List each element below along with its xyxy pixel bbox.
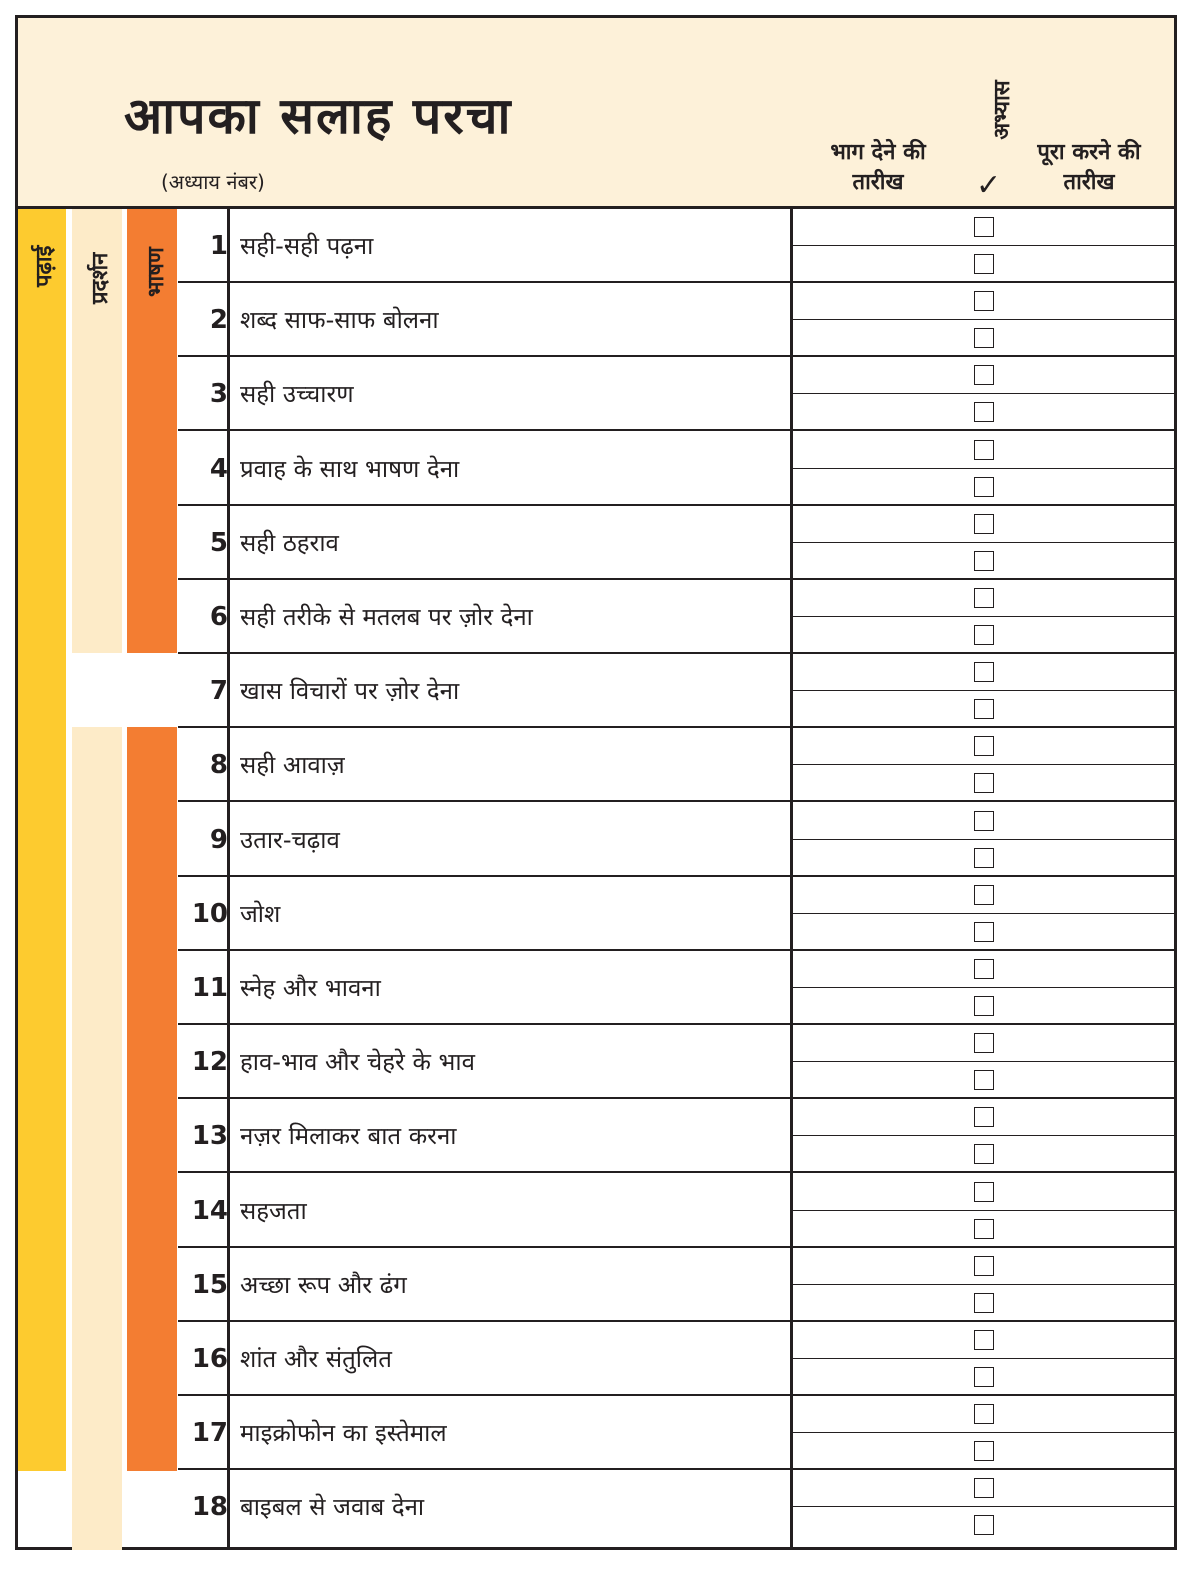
lesson-title: बाइबल से जवाब देना [240,1493,425,1522]
practice-checkbox-2[interactable] [974,254,994,274]
lesson-row [178,654,1174,728]
row-midline [793,690,1174,691]
band-talk-label: भाषण [144,247,169,297]
practice-checkbox-2[interactable] [974,848,994,868]
lesson-title: शांत और संतुलित [240,1345,392,1373]
practice-checkbox-2[interactable] [974,477,994,497]
lesson-row [178,877,1174,951]
lesson-row [178,1322,1174,1396]
counsel-form [15,15,1177,1550]
lesson-row [178,357,1174,431]
row-midline [793,987,1174,988]
row-midline [793,468,1174,469]
lesson-title: सहजता [240,1196,307,1225]
lesson-number: 7 [209,676,228,707]
lesson-row [178,1025,1174,1099]
practice-checkbox-2[interactable] [974,922,994,942]
practice-checkbox-1[interactable] [974,1478,994,1498]
practice-checkbox-1[interactable] [974,1182,994,1202]
practice-checkbox-1[interactable] [974,291,994,311]
assigned-date-heading: भाग देने की तारीख [830,140,926,195]
lesson-title: प्रवाह के साथ भाषण देना [240,454,460,483]
lesson-row [178,1099,1174,1173]
lesson-number: 2 [209,305,228,336]
band-talk [127,209,177,653]
row-midline [793,839,1174,840]
lesson-row [178,951,1174,1025]
band-reading [18,209,66,1471]
lesson-row [178,283,1174,357]
practice-checkbox-1[interactable] [974,736,994,756]
lesson-number: 5 [209,527,228,558]
practice-heading [986,80,1016,140]
band-reading-label: पढ़ाई [32,245,57,287]
band-talk-continued [127,727,177,1471]
lesson-number: 9 [209,824,228,855]
row-midline [793,913,1174,914]
lesson-row [178,1396,1174,1470]
lesson-title: अच्छा रूप और ढंग [240,1270,407,1299]
practice-checkbox-2[interactable] [974,773,994,793]
practice-checkbox-2[interactable] [974,1293,994,1313]
lesson-number: 16 [191,1344,228,1374]
practice-checkbox-1[interactable] [974,1256,994,1276]
practice-checkbox-1[interactable] [974,959,994,979]
row-midline [793,1210,1174,1211]
practice-checkbox-1[interactable] [974,514,994,534]
practice-checkbox-2[interactable] [974,996,994,1016]
lesson-number: 3 [209,379,228,410]
lesson-title: शब्द साफ-साफ बोलना [240,306,439,335]
lesson-number: 4 [209,453,228,484]
completed-date-heading: पूरा करने की तारीख [1037,140,1141,195]
lesson-row [178,803,1174,877]
band-demonstration [72,209,122,653]
practice-checkbox-2[interactable] [974,699,994,719]
row-midline [793,319,1174,320]
lesson-number: 18 [191,1492,228,1523]
practice-checkbox-1[interactable] [974,1033,994,1053]
lesson-number: 6 [209,602,228,632]
row-midline [793,1358,1174,1359]
lesson-number: 17 [191,1418,228,1449]
practice-checkbox-1[interactable] [974,1404,994,1424]
page-title: आपका सलाह परचा [124,87,513,145]
row-midline [793,542,1174,543]
practice-checkbox-1[interactable] [974,588,994,608]
practice-checkbox-1[interactable] [974,365,994,385]
practice-checkbox-1[interactable] [974,1330,994,1350]
lesson-title: माइक्रोफोन का इस्तेमाल [240,1419,447,1448]
lesson-title: सही-सही पढ़ना [240,232,374,260]
practice-checkbox-1[interactable] [974,440,994,460]
row-midline [793,393,1174,394]
lesson-title: जोश [240,899,281,928]
lesson-number: 8 [209,750,228,781]
lesson-title: हाव-भाव और चेहरे के भाव [240,1048,475,1077]
lesson-number: 15 [191,1269,228,1300]
practice-checkbox-1[interactable] [974,662,994,682]
lesson-row [178,580,1174,654]
lesson-title: सही उच्चारण [240,380,354,409]
lesson-row [178,209,1174,283]
lesson-number: 10 [191,898,228,929]
checkmark-icon: ✓ [976,168,1002,203]
practice-checkbox-1[interactable] [974,811,994,831]
row-midline [793,616,1174,617]
row-midline [793,1061,1174,1062]
lesson-title: उतार-चढ़ाव [240,825,340,854]
lesson-row [178,1470,1174,1544]
lesson-title: सही ठहराव [240,528,339,557]
lesson-title: सही तरीके से मतलब पर ज़ोर देना [240,603,533,631]
lesson-row [178,506,1174,580]
lesson-row [178,432,1174,506]
row-midline [793,764,1174,765]
chapter-number-label: (अध्याय नंबर) [161,170,265,194]
lesson-title: सही आवाज़ [240,751,345,780]
lesson-number: 12 [191,1047,228,1078]
lesson-number: 13 [191,1121,228,1152]
row-midline [793,1284,1174,1285]
practice-heading-text: अभ्यास [990,80,1015,140]
practice-checkbox-2[interactable] [974,1367,994,1387]
lesson-row [178,1174,1174,1248]
band-demonstration-label: प्रदर्शन [88,252,113,304]
lesson-title: नज़र मिलाकर बात करना [240,1122,457,1151]
practice-checkbox-1[interactable] [974,217,994,237]
practice-checkbox-2[interactable] [974,1144,994,1164]
practice-checkbox-2[interactable] [974,1515,994,1535]
practice-checkbox-2[interactable] [974,402,994,422]
lesson-title: स्नेह और भावना [240,974,381,1002]
lesson-number: 1 [209,231,228,261]
practice-checkbox-2[interactable] [974,625,994,645]
lesson-title: खास विचारों पर ज़ोर देना [240,677,460,706]
practice-checkbox-1[interactable] [974,885,994,905]
practice-checkbox-2[interactable] [974,551,994,571]
row-midline [793,1135,1174,1136]
lesson-number: 14 [191,1195,228,1226]
practice-checkbox-1[interactable] [974,1107,994,1127]
form-header [18,18,1174,209]
row-midline [793,1506,1174,1507]
row-midline [793,245,1174,246]
lesson-number: 11 [191,973,228,1003]
practice-checkbox-2[interactable] [974,1441,994,1461]
row-midline [793,1432,1174,1433]
practice-checkbox-2[interactable] [974,1219,994,1239]
practice-checkbox-2[interactable] [974,328,994,348]
lesson-row [178,1248,1174,1322]
band-demonstration-continued [72,727,122,1550]
practice-checkbox-2[interactable] [974,1070,994,1090]
lesson-row [178,728,1174,802]
